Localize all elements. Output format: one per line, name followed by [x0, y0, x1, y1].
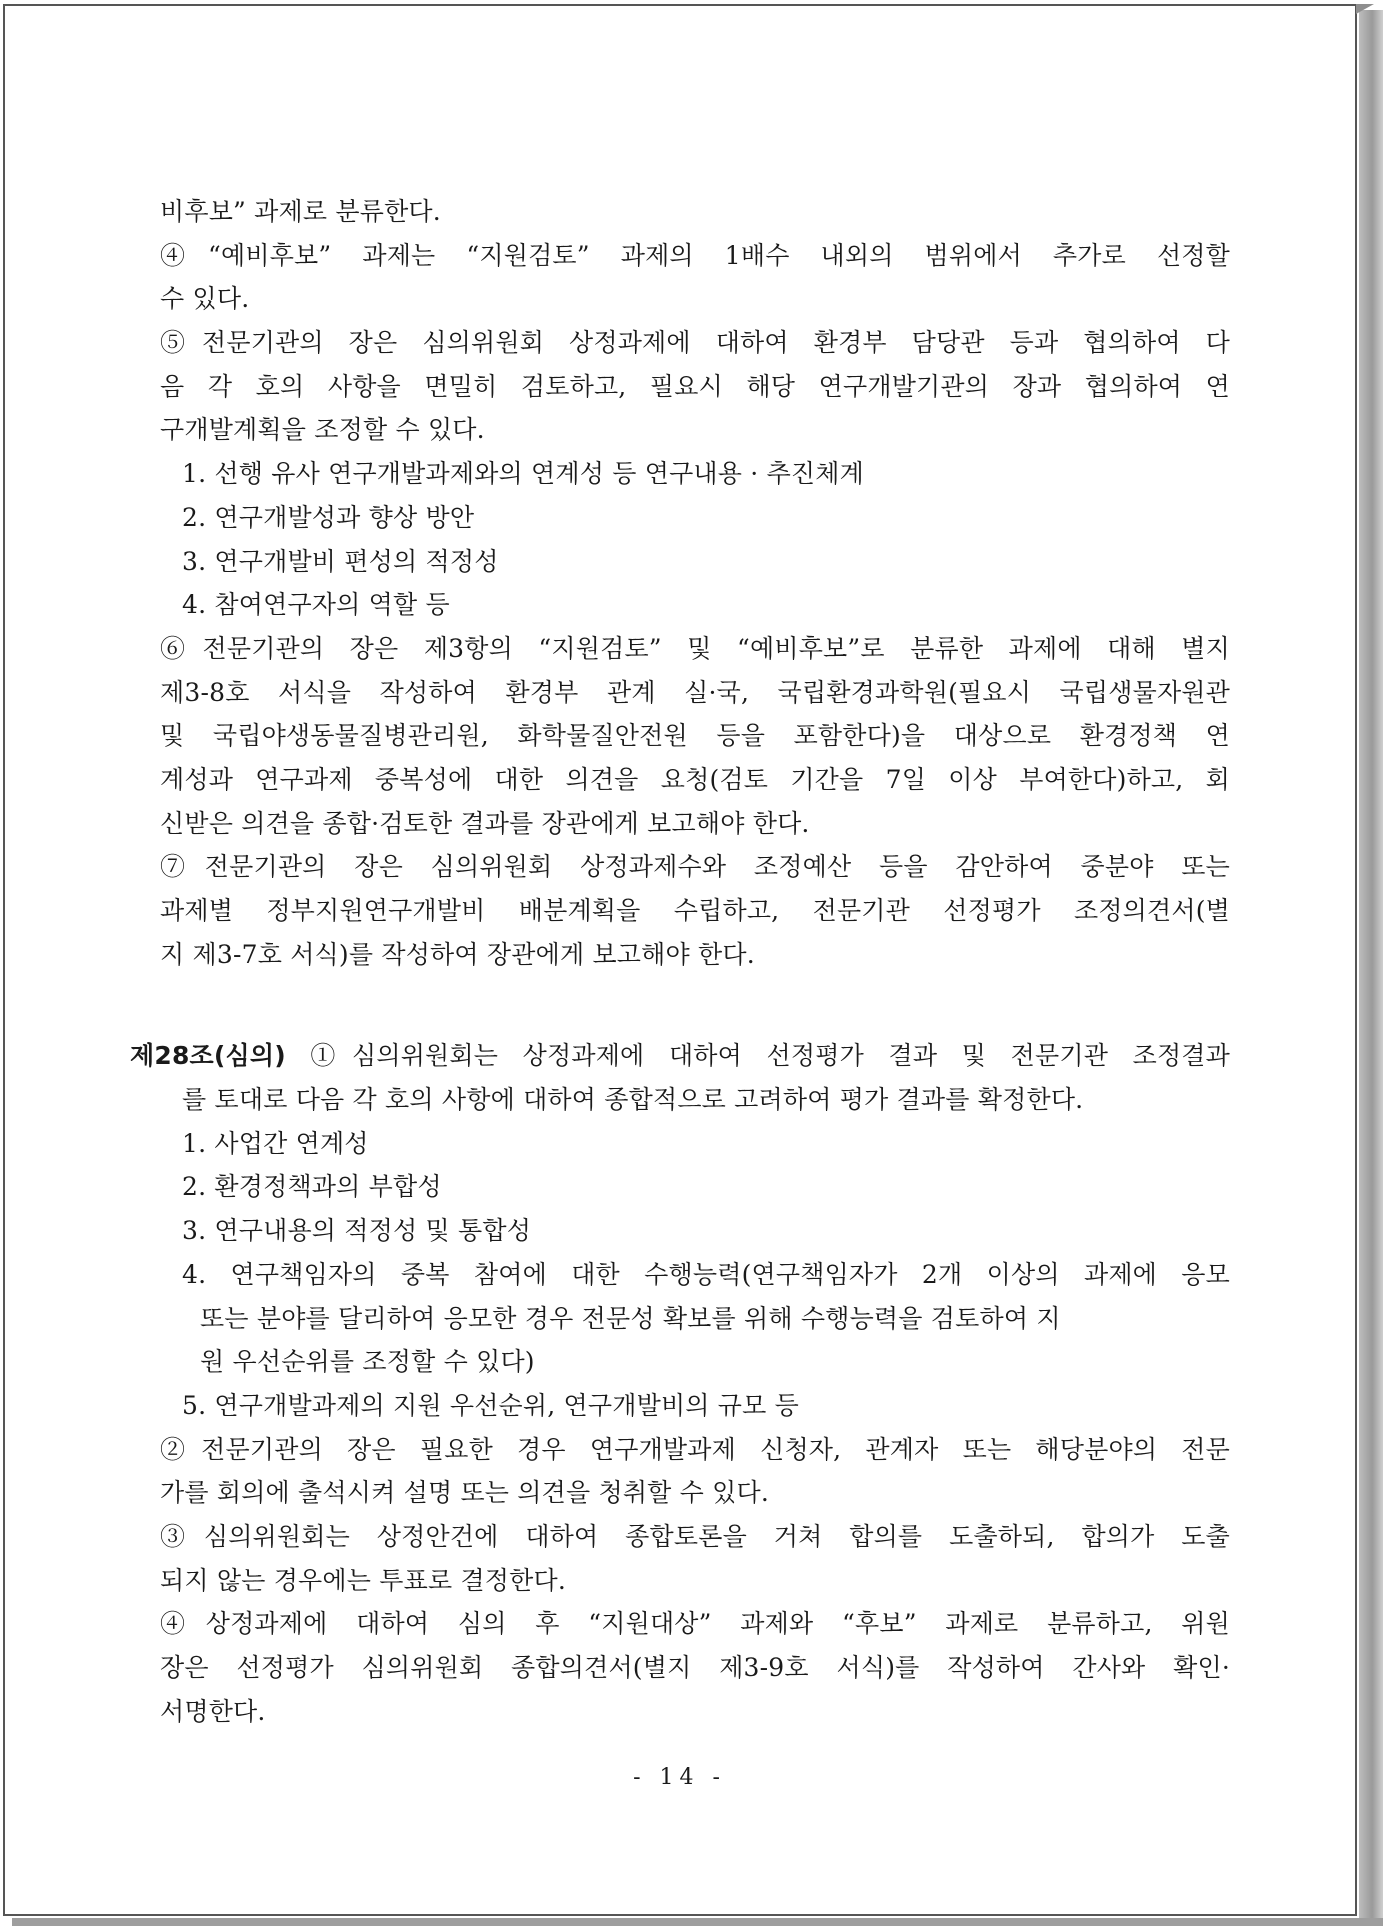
text-line: ⑦전문기관의 장은 심의위원회 상정과제수와 조정예산 등을 감안하여 중분야 또는	[160, 852, 1230, 882]
text-line: 2. 환경정책과의 부합성	[182, 1172, 442, 1202]
text-line: 서명한다.	[160, 1696, 266, 1726]
text-line: ③심의위원회는 상정안건에 대하여 종합토론을 거쳐 합의를 도출하되, 합의가 도출	[160, 1521, 1230, 1551]
text-line: 4. 연구책임자의 중복 참여에 대한 수행능력(연구책임자가 2개 이상의 과제에 응모	[182, 1259, 1230, 1289]
article-heading: 제28조(심의)	[130, 1041, 286, 1071]
text-line: 구개발계획을 조정할 수 있다.	[160, 415, 485, 445]
text-line: 수 있다.	[160, 284, 250, 314]
article-first-line-text: ①심의위원회는 상정과제에 대하여 선정평가 결과 및 전문기관 조정결과	[285, 1041, 1230, 1071]
page-edge-shadow	[1359, 10, 1383, 1922]
section-gap	[160, 976, 1230, 1034]
text-line: 장은 선정평가 심의위원회 종합의견서(별지 제3-9호 서식)를 작성하여 간사와 확인·	[160, 1653, 1230, 1682]
page-content	[130, 190, 1230, 1733]
text-line: ④“예비후보” 과제는 “지원검토” 과제의 1배수 내외의 범위에서 추가로 선정할	[160, 240, 1230, 270]
text-line: 4. 참여연구자의 역할 등	[182, 590, 450, 620]
page-corner-fold	[1356, 4, 1374, 14]
text-line: 되지 않는 경우에는 투표로 결정한다.	[160, 1565, 566, 1595]
text-line: 지 제3-7호 서식)를 작성하여 장관에게 보고해야 한다.	[160, 939, 755, 969]
article-28-first-line	[130, 1034, 1230, 1078]
text-line: 3. 연구내용의 적정성 및 통합성	[182, 1216, 532, 1246]
text-line: 2. 연구개발성과 향상 방안	[182, 502, 475, 532]
text-line: 계성과 연구과제 중복성에 대한 의견을 요청(검토 기간을 7일 이상 부여한다)하고, 회	[160, 764, 1230, 794]
text-line: 를 토대로 다음 각 호의 사항에 대하여 종합적으로 고려하여 평가 결과를 확정한다.	[182, 1085, 1084, 1115]
text-line: 음 각 호의 사항을 면밀히 검토하고, 필요시 해당 연구개발기관의 장과 협의하여 연	[160, 371, 1230, 401]
text-line: 과제별 정부지원연구개발비 배분계획을 수립하고, 전문기관 선정평가 조정의견서(별	[160, 896, 1230, 925]
text-line: ④상정과제에 대하여 심의 후 “지원대상” 과제와 “후보” 과제로 분류하고, 위원	[160, 1609, 1230, 1639]
paragraph-block-2	[160, 1078, 1230, 1733]
page-number: - 14 -	[633, 1765, 726, 1790]
text-line: 원 우선순위를 조정할 수 있다)	[200, 1347, 535, 1377]
paragraph-block-1	[160, 190, 1230, 976]
text-line: 또는 분야를 달리하여 응모한 경우 전문성 확보를 위해 수행능력을 검토하여 지	[200, 1303, 1061, 1333]
text-line: 비후보” 과제로 분류한다.	[160, 197, 441, 226]
page-bottom-shadow	[12, 1918, 1383, 1926]
text-line: 3. 연구개발비 편성의 적정성	[182, 546, 499, 576]
text-line: ⑥전문기관의 장은 제3항의 “지원검토” 및 “예비후보”로 분류한 과제에 대해 별지	[160, 633, 1230, 663]
text-line: 1. 선행 유사 연구개발과제와의 연계성 등 연구내용 · 추진체계	[182, 459, 864, 489]
text-line: ②전문기관의 장은 필요한 경우 연구개발과제 신청자, 관계자 또는 해당분야의 전문	[160, 1434, 1230, 1464]
text-line: 및 국립야생동물질병관리원, 화학물질안전원 등을 포함한다)을 대상으로 환경정책 연	[160, 721, 1230, 751]
text-line: 가를 회의에 출석시켜 설명 또는 의견을 청취할 수 있다.	[160, 1478, 770, 1508]
text-line: ⑤전문기관의 장은 심의위원회 상정과제에 대하여 환경부 담당관 등과 협의하여 다	[160, 328, 1230, 358]
text-line: 제3-8호 서식을 작성하여 환경부 관계 실·국, 국립환경과학원(필요시 국립생물자원관	[160, 677, 1230, 707]
text-line: 1. 사업간 연계성	[182, 1128, 369, 1158]
text-line: 5. 연구개발과제의 지원 우선순위, 연구개발비의 규모 등	[182, 1390, 799, 1420]
text-line: 신받은 의견을 종합·검토한 결과를 장관에게 보고해야 한다.	[160, 808, 810, 838]
